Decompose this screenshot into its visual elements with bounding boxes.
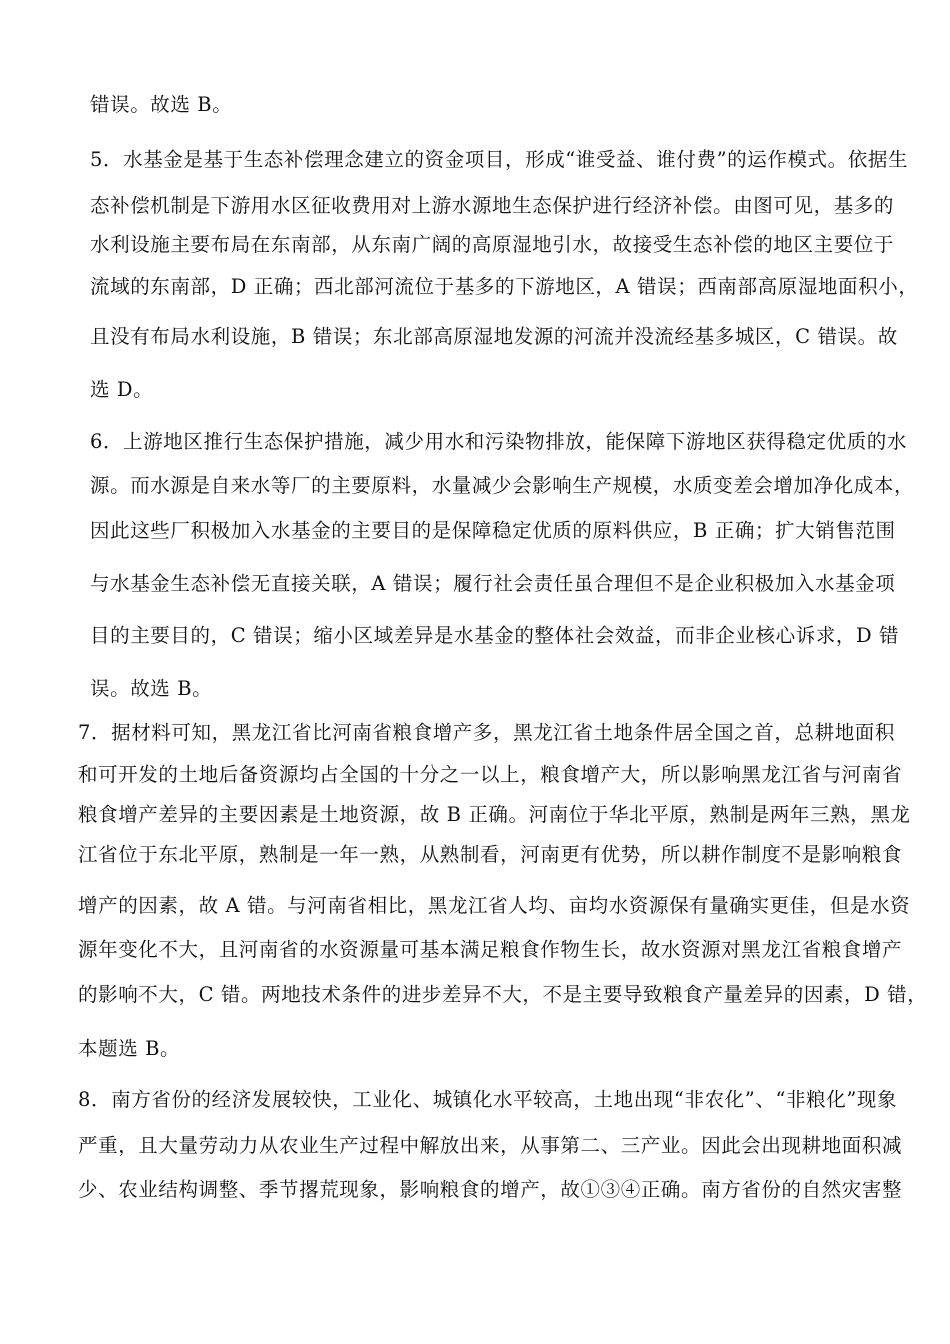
text-line: 目的主要目的，C 错误；缩小区域差异是水基金的整体社会效益，而非企业核心诉求，D 错 bbox=[90, 624, 900, 647]
text-line: 严重，且大量劳动力从农业生产过程中解放出来，从事第二、三产业。因此会出现耕地面积减 bbox=[78, 1134, 903, 1157]
text-line: 少、农业结构调整、季节撂荒现象，影响粮食的增产，故①③④正确。南方省份的自然灾害整 bbox=[78, 1178, 903, 1201]
text-line: 源。而水源是自来水等厂的主要原料，水量减少会影响生产规模，水质变差会增加净化成本， bbox=[90, 474, 915, 497]
text-line: 因此这些厂积极加入水基金的主要目的是保障稳定优质的原料供应，B 正确；扩大销售范围 bbox=[90, 519, 896, 542]
text-line: 态补偿机制是下游用水区征收费用对上游水源地生态保护进行经济补偿。由图可见，基多的 bbox=[90, 194, 895, 217]
text-line: 7．据材料可知，黑龙江省比河南省粮食增产多，黑龙江省土地条件居全国之首，总耕地面积 bbox=[78, 721, 896, 744]
text-line: 5．水基金是基于生态补偿理念建立的资金项目，形成“谁受益、谁付费”的运作模式。依据生 bbox=[90, 148, 909, 171]
text-line: 流域的东南部，D 正确；西北部河流位于基多的下游地区，A 错误；西南部高原湿地面积小， bbox=[90, 275, 919, 298]
text-line: 源年变化不大，且河南省的水资源量可基本满足粮食作物生长，故水资源对黑龙江省粮食增产 bbox=[78, 938, 903, 961]
text-line: 粮食增产差异的主要因素是土地资源，故 B 正确。河南位于华北平原，熟制是两年三熟，黑龙 bbox=[78, 803, 911, 826]
text-line: 和可开发的土地后备资源均占全国的十分之一以上，粮食增产大，所以影响黑龙江省与河南省 bbox=[78, 763, 903, 786]
text-line: 6．上游地区推行生态保护措施，减少用水和污染物排放，能保障下游地区获得稳定优质的水 bbox=[90, 430, 908, 453]
text-line: 江省位于东北平原，熟制是一年一熟，从熟制看，河南更有优势，所以耕作制度不是影响粮食 bbox=[78, 843, 903, 866]
text-line: 且没有布局水利设施，B 错误；东北部高原湿地发源的河流并没流经基多城区，C 错误。故 bbox=[90, 325, 898, 348]
text-line: 8．南方省份的经济发展较快，工业化、城镇化水平较高，土地出现“非农化”、“非粮化”现象 bbox=[78, 1088, 898, 1111]
text-line: 与水基金生态补偿无直接关联，A 错误；履行社会责任虽合理但不是企业积极加入水基金项 bbox=[90, 572, 896, 595]
text-line: 选 D。 bbox=[90, 378, 154, 401]
text-line: 误。故选 B。 bbox=[90, 677, 213, 700]
text-line: 本题选 B。 bbox=[78, 1037, 181, 1060]
text-line: 水利设施主要布局在东南部，从东南广阔的高原湿地引水，故接受生态补偿的地区主要位于 bbox=[90, 233, 895, 256]
text-line: 的影响不大，C 错。两地技术条件的进步差异不大，不是主要导致粮食产量差异的因素，D 错， bbox=[78, 983, 928, 1006]
text-line: 增产的因素，故 A 错。与河南省相比，黑龙江省人均、亩均水资源保有量确实更佳，但是水资 bbox=[78, 894, 911, 917]
text-line: 错误。故选 B。 bbox=[90, 93, 233, 116]
